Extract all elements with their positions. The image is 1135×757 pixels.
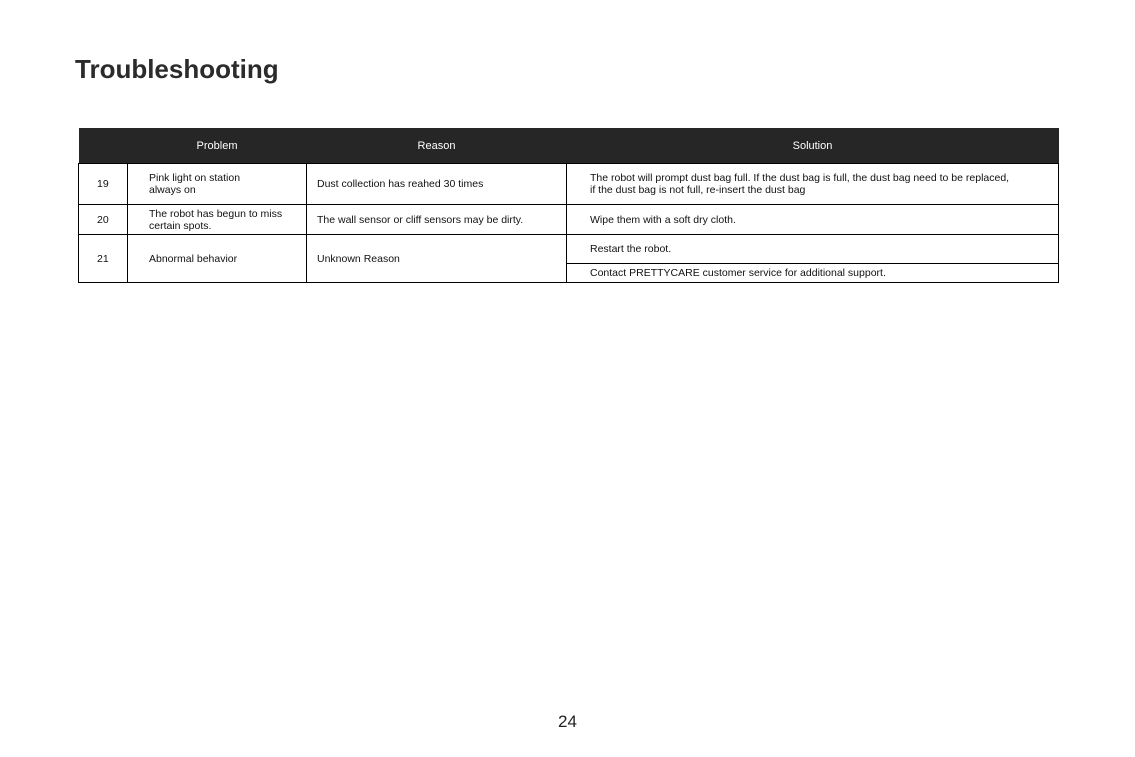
reason-cell: Unknown Reason [307,235,567,283]
solution-cell: Contact PRETTYCARE customer service for additional support. [567,264,1059,283]
page-title: Troubleshooting [75,54,279,84]
table-header-row [79,128,1059,164]
row-number: 20 [79,205,128,235]
troubleshooting-table [78,128,1059,283]
header-reason: Reason [307,128,567,164]
solution-cell [567,164,1059,205]
header-solution: Solution [567,128,1059,164]
problem-cell [128,164,307,205]
solution-cell: Restart the robot. [567,235,1059,264]
problem-text-line: Pink light on station [149,172,241,184]
solution-text-line: if the dust bag is not full, re-insert the dust bag [590,184,806,196]
problem-cell [128,205,307,235]
problem-cell: Abnormal behavior [128,235,307,283]
problem-text-line: always on [149,184,196,196]
reason-cell: Dust collection has reahed 30 times [307,164,567,205]
page-number: 24 [558,712,577,731]
reason-cell: The wall sensor or cliff sensors may be dirty. [307,205,567,235]
problem-text-line: The robot has begun to miss [149,207,283,220]
solution-text-line: The robot will prompt dust bag full. If the dust bag is full, the dust bag need to be replaced, [590,172,1010,184]
table-row [79,235,1059,264]
header-number [79,128,128,164]
table-row [79,164,1059,205]
problem-text-line: certain spots. [149,219,212,232]
header-problem: Problem [128,128,307,164]
solution-cell: Wipe them with a soft dry cloth. [567,205,1059,235]
row-number: 19 [79,164,128,205]
table-row [79,205,1059,235]
row-number: 21 [79,235,128,283]
